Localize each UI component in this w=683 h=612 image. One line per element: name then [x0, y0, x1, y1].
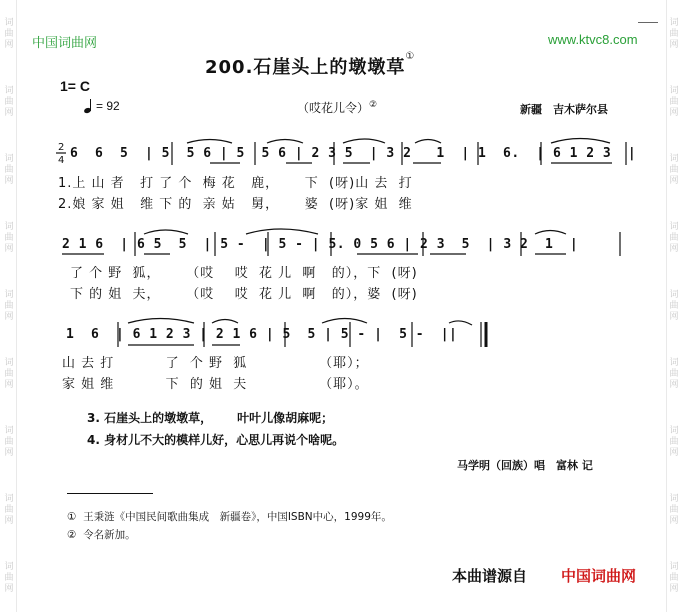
watermark-char: 词 — [669, 221, 679, 232]
song-title: 200.石崖头上的墩墩草① — [205, 51, 416, 78]
performer-credit: 马学明（回族）唱 富林 记 — [457, 459, 593, 472]
watermark-char: 曲 — [4, 232, 14, 243]
watermark-char: 网 — [4, 379, 14, 390]
watermark-char: 词 — [669, 561, 679, 572]
watermark-char: 网 — [669, 175, 679, 186]
watermark-char: 曲 — [4, 436, 14, 447]
svg-text:2: 2 — [58, 142, 65, 153]
watermark-char: 词 — [4, 561, 14, 572]
watermark-char: 网 — [4, 311, 14, 322]
watermark-char: 词 — [669, 17, 679, 28]
watermark-char: 网 — [669, 583, 679, 594]
lyric-line-3-verse-2: 家 姐 维 下 的 姐 夫 （耶）。 — [62, 377, 369, 392]
watermark-char: 网 — [4, 107, 14, 118]
lyric-line-1-verse-2: 2.娘 家 姐 维 下 的 亲 姑 舅， 婆 (呀)家 姐 维 — [58, 197, 413, 212]
key-signature: 1= C — [60, 78, 90, 94]
source-site-name[interactable]: 中国词曲网 — [561, 567, 637, 585]
watermark-char: 词 — [4, 289, 14, 300]
watermark-char: 曲 — [4, 164, 14, 175]
watermark-char: 曲 — [669, 164, 679, 175]
notation-line-1: 6 6 5 | 5 5 6 | 5 5 6 | 2 3 5 | 3 2 1 | 1 6. | 6 1 2 3 | — [70, 146, 637, 161]
lyric-line-1-verse-1: 1.上 山 者 打 了 个 梅 花 鹿， 下 (呀)山 去 打 — [58, 176, 413, 191]
watermark-char: 网 — [669, 243, 679, 254]
watermark-char: 网 — [669, 447, 679, 458]
watermark-char: 曲 — [669, 504, 679, 515]
watermark-char: 网 — [4, 39, 14, 50]
watermark-char: 词 — [4, 221, 14, 232]
site-name-watermark[interactable]: 中国词曲网 — [32, 36, 98, 51]
watermark-char: 网 — [4, 583, 14, 594]
watermark-char: 曲 — [669, 96, 679, 107]
watermark-char: 曲 — [669, 436, 679, 447]
footnote-1: ① 王秉涟《中国民间歌曲集成 新疆卷》，中国ISBN中心，1999年。 — [67, 511, 392, 523]
watermark-char: 曲 — [669, 232, 679, 243]
watermark-char: 网 — [669, 107, 679, 118]
watermark-char: 曲 — [669, 28, 679, 39]
watermark-char: 词 — [4, 493, 14, 504]
footnote-rule — [67, 493, 153, 494]
watermark-char: 词 — [669, 153, 679, 164]
watermark-char: 曲 — [669, 368, 679, 379]
watermark-char: 网 — [669, 311, 679, 322]
verse-4: 4. 身材儿不大的模样儿好，心思儿再说个啥呢。 — [87, 433, 345, 447]
watermark-char: 曲 — [4, 572, 14, 583]
watermark-char: 网 — [4, 175, 14, 186]
watermark-char: 网 — [669, 515, 679, 526]
watermark-char: 词 — [4, 357, 14, 368]
lyric-line-2-verse-2: 下 的 姐 夫， （哎 哎 花 儿 啊 的），婆 (呀) — [70, 287, 418, 302]
watermark-char: 曲 — [669, 572, 679, 583]
watermark-char: 曲 — [4, 28, 14, 39]
watermark-char: 词 — [669, 289, 679, 300]
watermark-char: 网 — [4, 515, 14, 526]
source-label: 本曲谱源自 — [452, 567, 528, 585]
watermark-char: 词 — [4, 425, 14, 436]
watermark-char: 词 — [669, 425, 679, 436]
watermark-char: 曲 — [4, 300, 14, 311]
lyric-line-2-verse-1: 了 个 野 狐， （哎 哎 花 儿 啊 的），下 (呀) — [70, 266, 418, 281]
song-subtitle: （哎花儿令）② — [297, 100, 378, 115]
watermark-char: 曲 — [4, 96, 14, 107]
watermark-char: 曲 — [669, 300, 679, 311]
watermark-char: 网 — [4, 243, 14, 254]
notation-line-2: 2 1 6 | 6 5 5 | 5 - | 5 - | 5. 0 5 6 | 2 3 5 | 3 2 1 | — [62, 237, 579, 252]
watermark-char: 词 — [4, 85, 14, 96]
watermark-char: 网 — [4, 447, 14, 458]
watermark-char: 网 — [669, 379, 679, 390]
footnote-2: ② 令名新加。 — [67, 529, 136, 541]
watermark-char: 词 — [669, 493, 679, 504]
notation-line-3: 1 6 | 6 1 2 3 | 2 1 6 | 5 5 | 5 - | 5 - || — [66, 327, 458, 342]
watermark-char: 词 — [4, 17, 14, 28]
lyric-line-3-verse-1: 山 去 打 了 个 野 狐 （耶）； — [62, 356, 369, 371]
watermark-char: 曲 — [4, 504, 14, 515]
watermark-char: 曲 — [4, 368, 14, 379]
song-region: 新疆 吉木萨尔县 — [520, 103, 608, 116]
watermark-char: 词 — [4, 153, 14, 164]
site-url-link[interactable]: www.ktvc8.com — [548, 32, 638, 47]
tempo-marking: = 92 — [84, 99, 120, 113]
watermark-char: 词 — [669, 85, 679, 96]
svg-text:4: 4 — [58, 155, 65, 166]
verse-3: 3. 石崖头上的墩墩草， 叶叶儿像胡麻呢； — [87, 411, 334, 425]
watermark-char: 网 — [669, 39, 679, 50]
watermark-char: 词 — [669, 357, 679, 368]
